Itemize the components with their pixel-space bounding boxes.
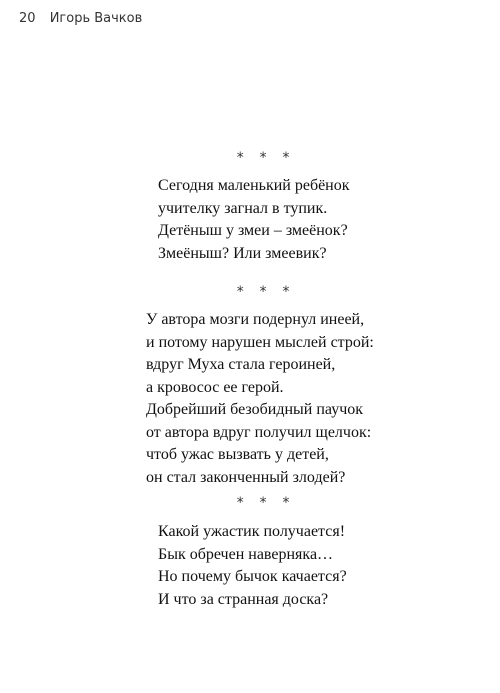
poem-1 — [158, 175, 350, 265]
poem-line: Но почему бычок качается? — [158, 568, 347, 585]
poem-line: чтоб ужас вызвать у детей, — [146, 446, 329, 463]
poem-line: И что за странная доска? — [158, 590, 329, 608]
poem-line: от автора вдруг получил щелчок: — [146, 423, 372, 441]
poem-2 — [146, 309, 374, 489]
poem-line: Какой ужастик получается! — [158, 523, 346, 540]
poem-line: и потому нарушен мыслей строй: — [146, 333, 374, 351]
page-number: 20 — [19, 11, 36, 26]
author-name: Игорь Вачков — [49, 11, 143, 26]
poem-line: учителку загнал в тупик. — [158, 199, 328, 217]
section-separator: * * * — [236, 150, 294, 166]
poem-line: он стал законченный злодей? — [146, 468, 346, 486]
poem-line: а кровосос ее герой. — [146, 378, 284, 396]
poem-line: У автора мозги подернул инеей, — [146, 311, 365, 328]
poem-line: Змеёныш? Или змеевик? — [158, 244, 327, 262]
poem-3 — [158, 521, 347, 611]
running-header — [19, 11, 142, 26]
poem-line: Детёныш у змеи – змеёнок? — [158, 222, 348, 239]
section-separator: * * * — [236, 284, 294, 300]
section-separator: * * * — [236, 495, 294, 511]
poem-line: Сегодня маленький ребёнок — [158, 177, 350, 194]
poem-line: Добрейший безобидный паучок — [146, 401, 364, 418]
poem-line: вдруг Муха стала героиней, — [146, 356, 336, 373]
poem-line: Бык обречен наверняка… — [158, 545, 334, 563]
